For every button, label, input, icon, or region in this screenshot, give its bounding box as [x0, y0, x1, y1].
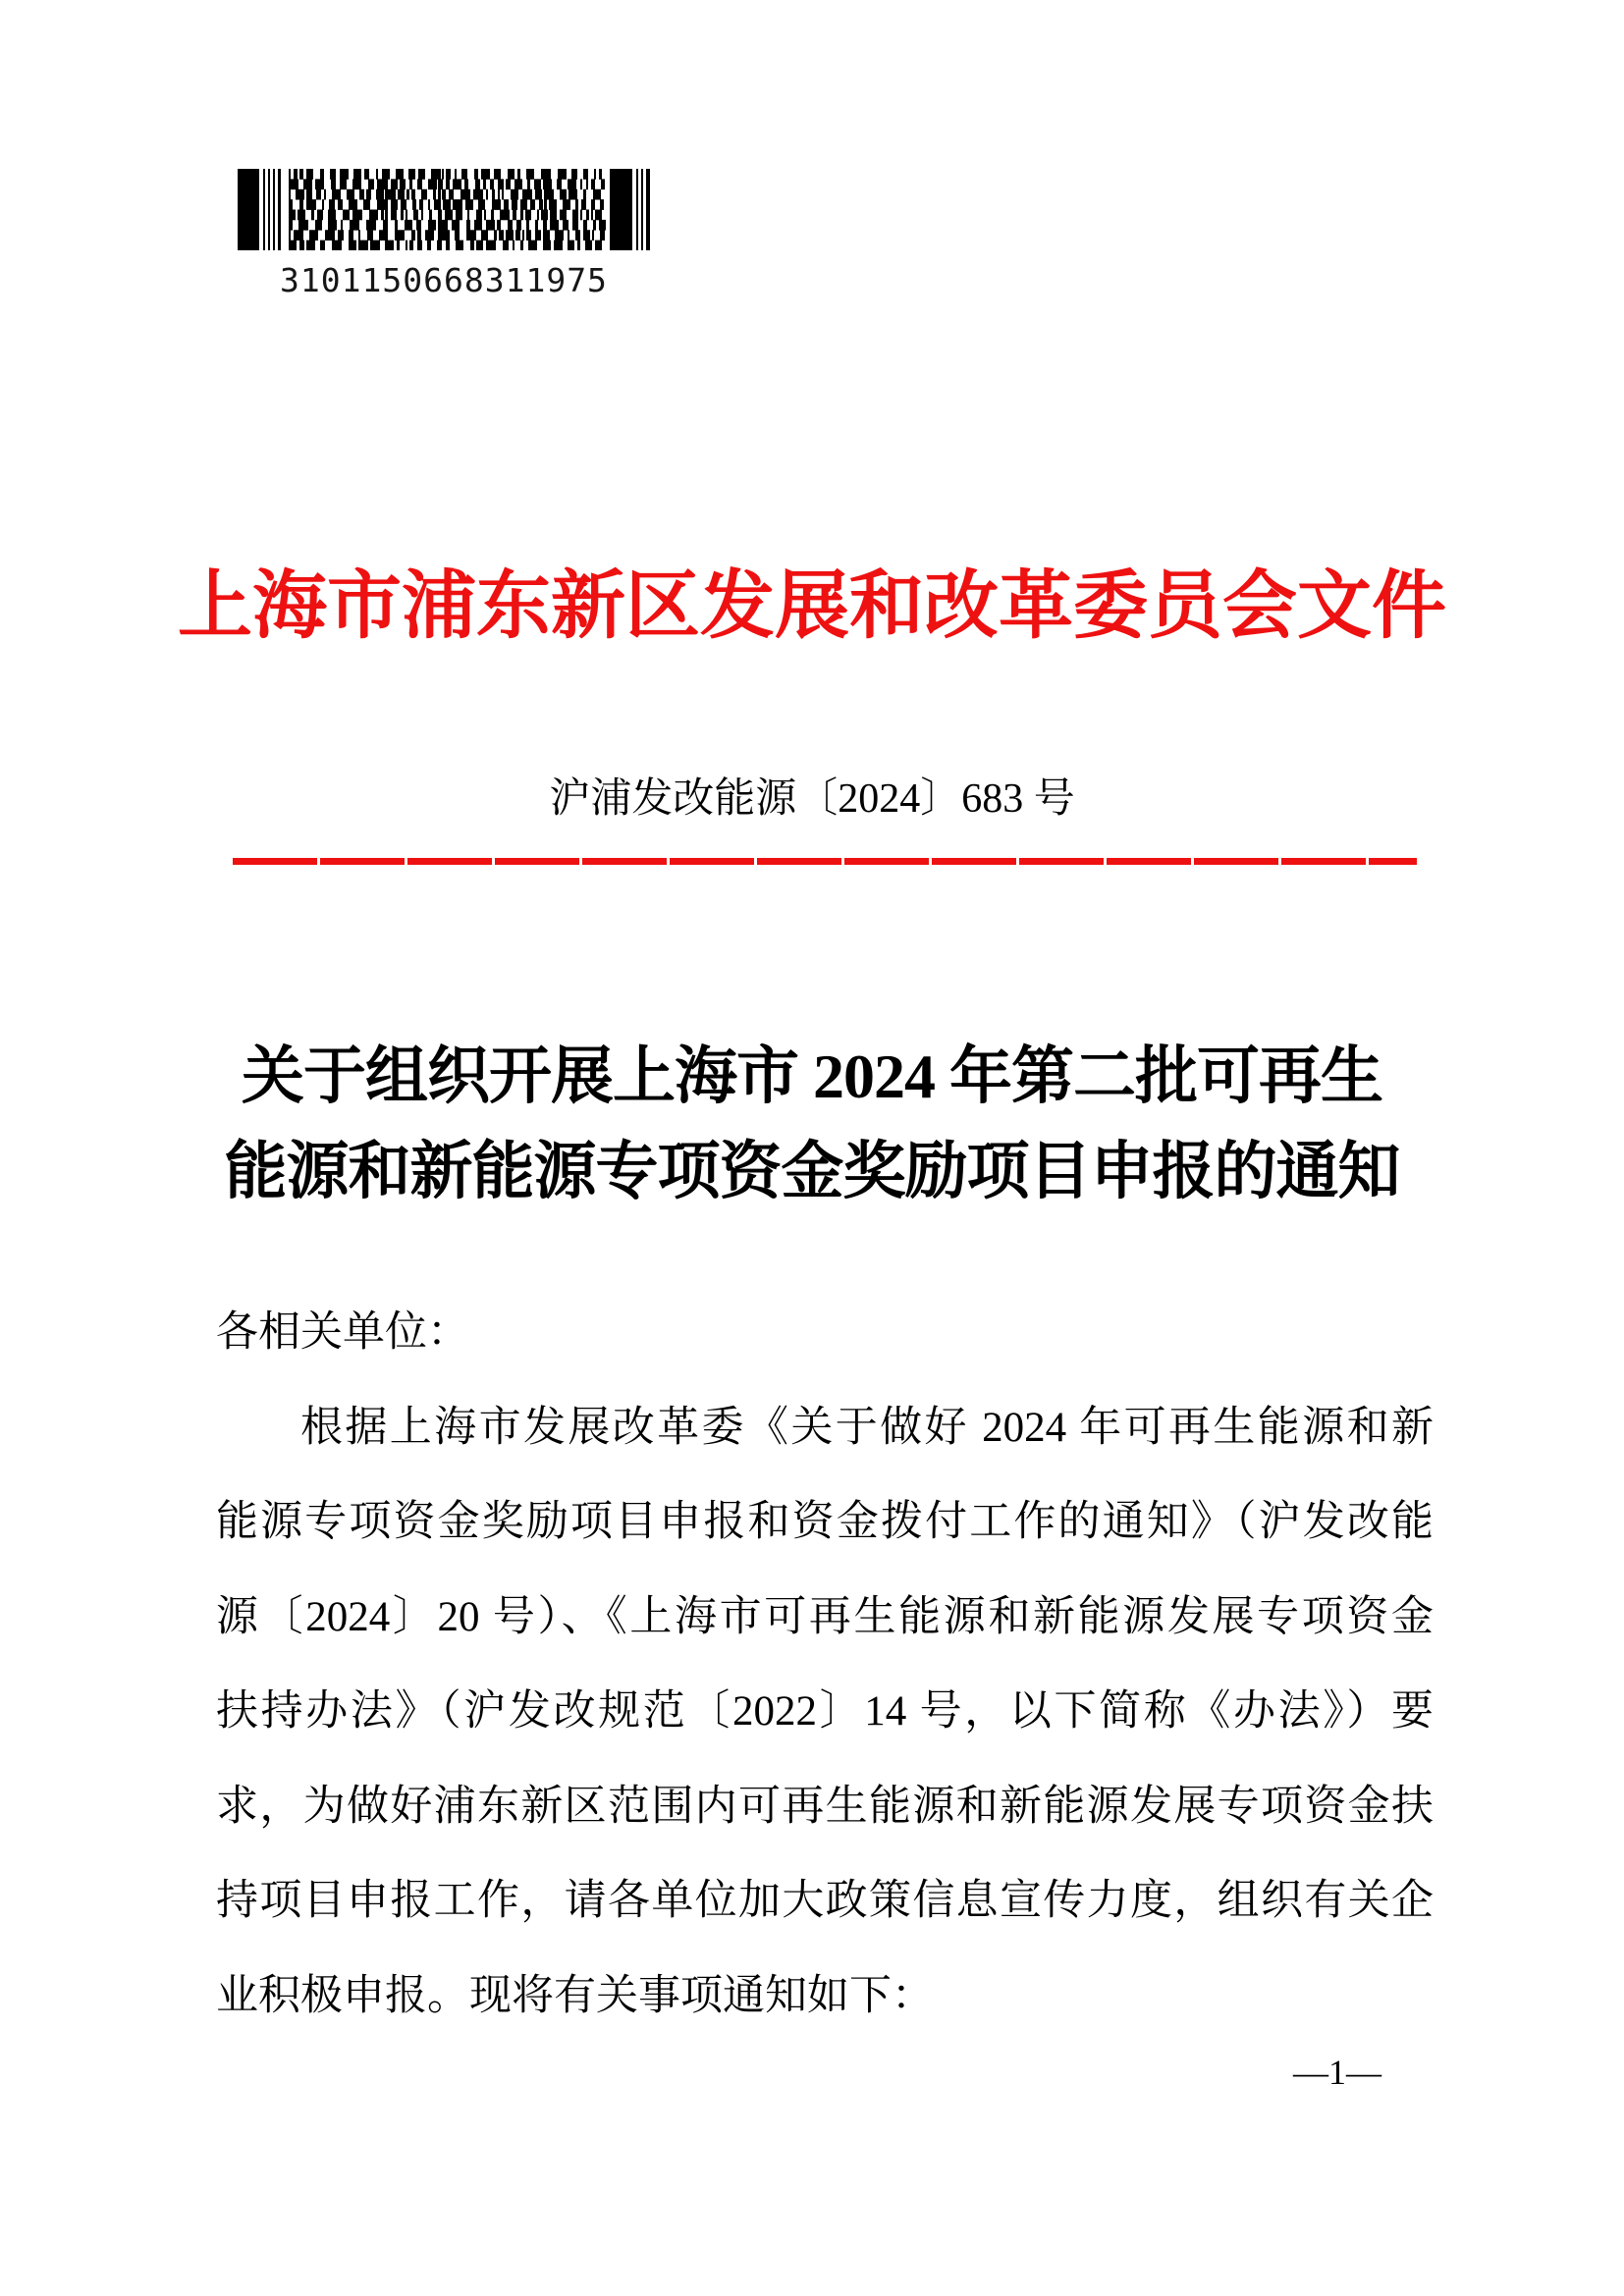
body-line: 持项目申报工作，请各单位加大政策信息宣传力度，组织有关企 [216, 1878, 1434, 1924]
paragraph [216, 1381, 1434, 2045]
barcode-block [238, 169, 650, 299]
body-line: 根据上海市发展改革委《关于做好 2024 年可再生能源和新 [300, 1404, 1434, 1451]
salutation: 各相关单位： [216, 1309, 469, 1356]
document-title-line1: 关于组织开展上海市 2024 年第二批可再生 [242, 1041, 1382, 1111]
page-number: —1— [1293, 2053, 1381, 2092]
barcode-number: 3101150668311975 [280, 261, 608, 299]
document-title [0, 1029, 1624, 1219]
document-body [216, 1286, 1434, 2044]
document-title-line2: 能源和新能源专项资金奖励项目申报的通知 [224, 1137, 1400, 1206]
document-number: 沪浦发改能源〔2024〕683 号 [549, 776, 1075, 822]
body-line: 扶持办法》（沪发改规范〔2022〕14 号，以下简称《办法》）要 [216, 1688, 1434, 1735]
body-line: 能源专项资金奖励项目申报和资金拨付工作的通知》（沪发改能 [216, 1499, 1434, 1545]
red-separator-line [233, 858, 1417, 865]
body-line: 业积极申报。现将有关事项通知如下： [216, 1972, 934, 2019]
body-line: 源〔2024〕20 号）、《上海市可再生能源和新能源发展专项资金 [216, 1593, 1434, 1640]
document-header-title: 上海市浦东新区发展和改革委员会文件 [178, 565, 1446, 648]
pdf417-barcode-icon [238, 169, 650, 250]
body-line: 求，为做好浦东新区范围内可再生能源和新能源发展专项资金扶 [216, 1783, 1434, 1830]
